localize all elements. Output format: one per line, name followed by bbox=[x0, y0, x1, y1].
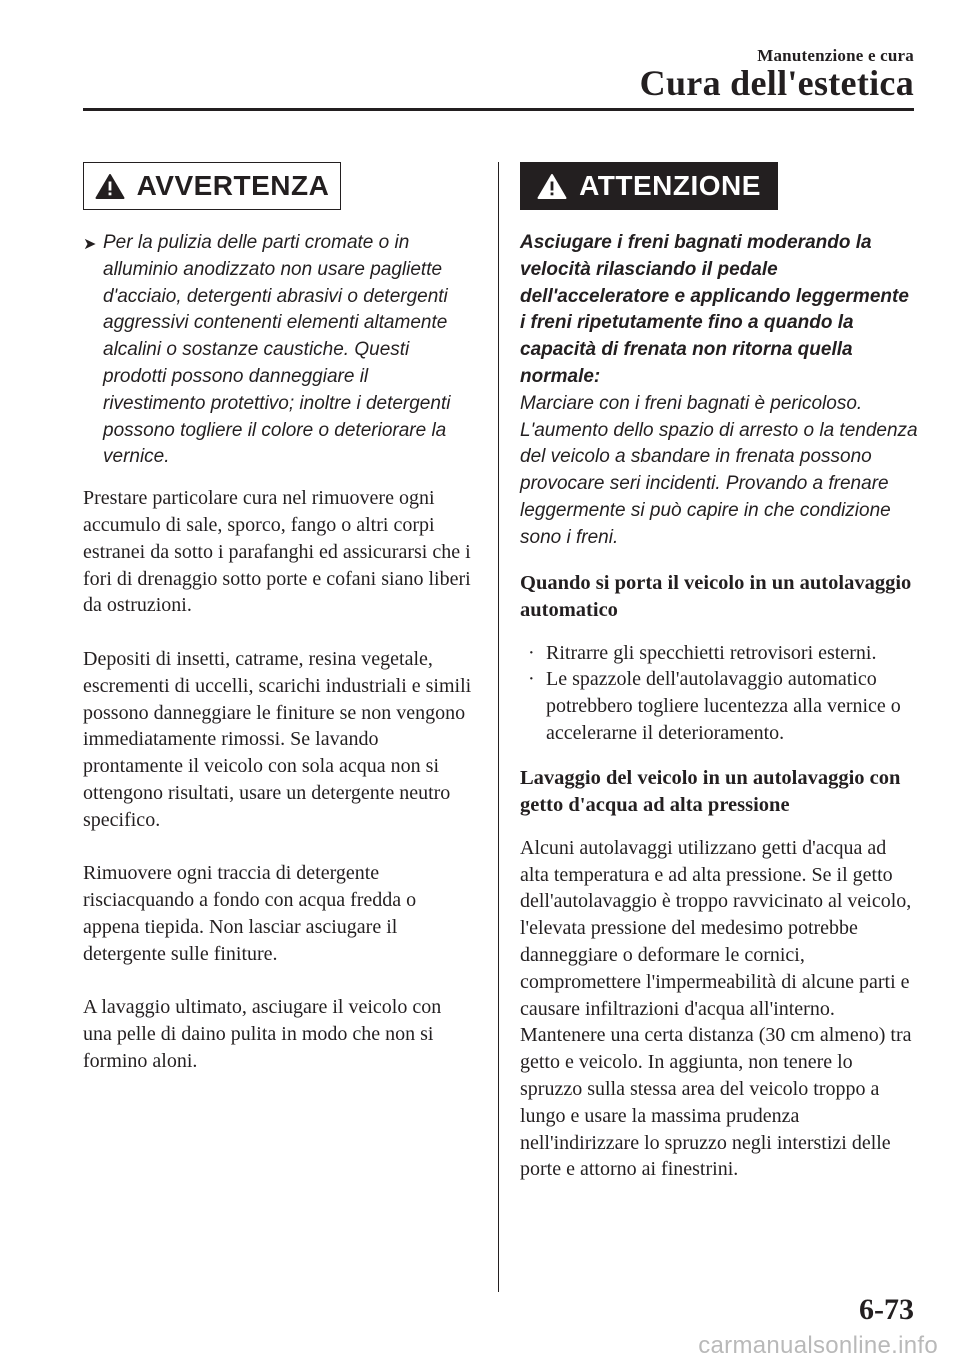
subheading: Lavaggio del veicolo in un autolavaggio con getto d'acqua ad alta pressione bbox=[520, 766, 901, 816]
paragraph: Rimuovere ogni traccia di detergente risciacquando a fondo con acqua fredda o appena tiepida. Non lasciar asciugare il detergente sulle finiture. bbox=[83, 862, 417, 965]
caution-banner bbox=[520, 162, 778, 210]
caution-text: Marciare con i freni bagnati è pericoloso. L'aumento dello spazio di arresto o la tendenza del veicolo a sbandare in frenata possono provocare seri incidenti. Provando a frenare leggermente si può capire in che condizione sono i freni. bbox=[520, 392, 918, 548]
header-rule bbox=[83, 108, 914, 111]
page-number: 6-73 bbox=[859, 1293, 914, 1326]
bullet-dot-icon: · bbox=[528, 668, 535, 691]
column-divider bbox=[498, 162, 499, 1292]
warning-title: AVVERTENZA bbox=[136, 170, 330, 201]
warning-item-text: Per la pulizia delle parti cromate o in alluminio anodizzato non usare pagliette d'acciaio, detergenti abrasivi o detergenti aggressivi contenenti elementi altamente alcalini o sostanze caustiche. Questi prodotti possono danneggiare il rivestimento protettivo; inoltre i detergenti possono togliere il colore o deteriorare la vernice. bbox=[103, 232, 451, 468]
paragraph: A lavaggio ultimato, asciugare il veicolo con una pelle di daino pulita in modo che non si formino aloni. bbox=[83, 996, 442, 1072]
body-text bbox=[520, 570, 918, 1184]
list-item-text: Ritrarre gli specchietti retrovisori esterni. bbox=[546, 641, 877, 664]
body-text bbox=[83, 485, 473, 1075]
subheading: Quando si porta il veicolo in un autolavaggio automatico bbox=[520, 571, 912, 621]
paragraph: Alcuni autolavaggi utilizzano getti d'acqua ad alta temperatura e ad alta pressione. Se il getto dell'autolavaggio è troppo ravvicinato al veicolo, l'elevata pressione del medesimo potrebbe danneggiare o deformare le cornici, compromettere l'impermeabilità di alcune parti e causare infiltrazioni d'acqua all'interno. Mantenere una certa distanza (30 cm almeno) tra getto e veicolo. In aggiunta, non tenere lo spruzzo sulla stessa area del veicolo troppo a lungo e usare la massima prudenza nell'indirizzare lo spruzzo negli interstizi delle porte e attorno ai finestrini. bbox=[520, 836, 912, 1181]
right-column bbox=[520, 162, 918, 1183]
caution-bold-text: Asciugare i freni bagnati moderando la velocità rilasciando il pedale dell'acceleratore e applicando leggermente i freni ripetutamente fino a quando la capacità di frenata non ritorna quella normale: bbox=[520, 232, 909, 387]
paragraph: Depositi di insetti, catrame, resina vegetale, escrementi di uccelli, scarichi industriali e simili possono danneggiare le finiture se non vengono immediatamente rimossi. Se lavando prontamente il veicolo con sola acqua non si ottengono risultati, usare un detergente neutro specifico. bbox=[83, 647, 472, 831]
warning-triangle-icon bbox=[95, 173, 125, 200]
arrow-bullet-icon: ➤ bbox=[83, 236, 97, 253]
section-label: Manutenzione e cura bbox=[757, 46, 914, 65]
warning-item bbox=[83, 230, 473, 471]
paragraph: Prestare particolare cura nel rimuovere ogni accumulo di sale, sporco, fango o altri corpi estranei da sotto i parafanghi ed assicurarsi che i fori di drenaggio sotto porte e cofani siano liberi da ostruzioni. bbox=[83, 487, 471, 617]
list-item bbox=[520, 640, 918, 667]
watermark: carmanualsonline.info bbox=[698, 1332, 938, 1359]
list-item-text: Le spazzole dell'autolavaggio automatico potrebbero togliere lucentezza alla vernice o accelerarne il deterioramento. bbox=[546, 668, 901, 744]
warning-banner bbox=[83, 162, 341, 210]
left-column bbox=[83, 162, 473, 1102]
warning-triangle-icon bbox=[537, 173, 567, 200]
caution-title: ATTENZIONE bbox=[579, 170, 761, 201]
list-item bbox=[520, 666, 918, 746]
section-title: Cura dell'estetica bbox=[639, 63, 914, 103]
bullet-dot-icon: · bbox=[528, 641, 535, 664]
